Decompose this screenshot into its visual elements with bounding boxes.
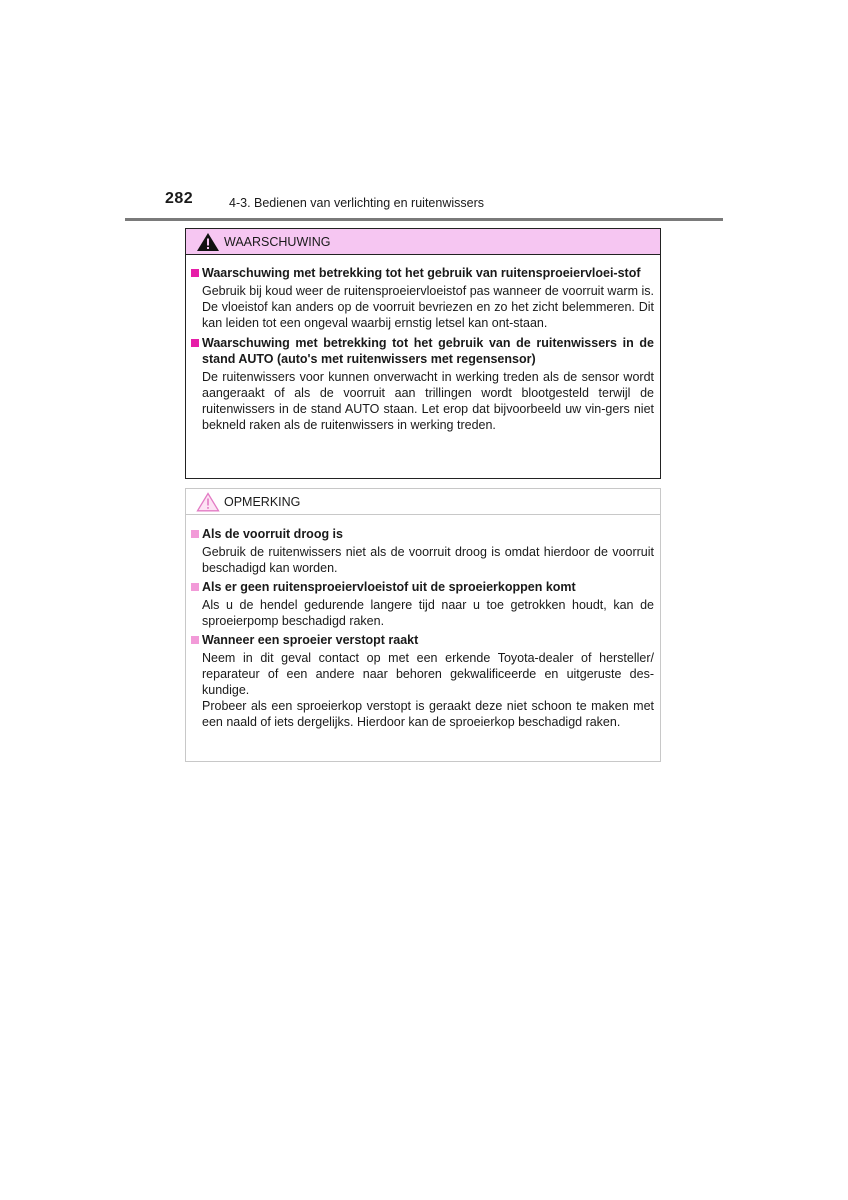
bullet-square-icon: [191, 269, 199, 277]
note-item-text: [191, 597, 654, 629]
note-item-text: [191, 544, 654, 576]
note-item-heading-text: Wanneer een sproeier verstopt raakt: [202, 633, 419, 647]
paragraph: Probeer als een sproeierkop verstopt is geraakt deze niet schoon te maken met een naald of iets dergelijks. Hierdoor kan de sproeierkop beschadigd raken.: [202, 699, 654, 729]
warning-item-text: [191, 369, 654, 433]
note-item-text: [191, 650, 654, 730]
note-body: [186, 515, 660, 730]
section-title: 4-3. Bedienen van verlichting en ruitenwissers: [229, 196, 484, 210]
paragraph: De ruitenwissers voor kunnen onverwacht in werking treden als de sensor wordt aangeraakt of als de voorruit aan trillingen wordt blootgesteld terwijl de ruitenwissers in de stand AUTO staan. Let erop dat bijvoorbeeld uw vin-gers niet bekneld raken als de ruitenwissers in werking treden.: [202, 370, 654, 432]
note-item: [191, 579, 654, 629]
paragraph: Gebruik de ruitenwissers niet als de voorruit droog is omdat hierdoor de voorruit beschadigd kan worden.: [202, 545, 654, 575]
bullet-square-icon: [191, 339, 199, 347]
warning-item: [191, 265, 654, 331]
bullet-square-icon: [191, 530, 199, 538]
note-item: [191, 632, 654, 730]
note-item-heading: [191, 579, 654, 595]
warning-item-text: [191, 283, 654, 331]
caution-triangle-icon: [196, 492, 220, 512]
warning-triangle-icon: [196, 232, 220, 252]
warning-box: [185, 228, 661, 479]
warning-body: [186, 255, 660, 433]
warning-item-heading-text: Waarschuwing met betrekking tot het gebruik van de ruitenwissers in de stand AUTO (auto's met ruitenwissers met regensensor): [202, 336, 654, 366]
warning-title-bar: [186, 229, 660, 255]
note-title-bar: [186, 489, 660, 515]
note-item-heading-text: Als er geen ruitensproeiervloeistof uit de sproeierkoppen komt: [202, 580, 576, 594]
warning-item-heading-text: Waarschuwing met betrekking tot het gebruik van ruitensproeiervloei-stof: [202, 266, 641, 280]
paragraph: Gebruik bij koud weer de ruitensproeiervloeistof pas wanneer de voorruit warm is. De vloeistof kan anders op de voorruit bevriezen en zo het zicht belemmeren. Dit kan leiden tot een ongeval waarbij ernstig letsel kan ont-staan.: [202, 284, 654, 330]
paragraph: Neem in dit geval contact op met een erkende Toyota-dealer of hersteller/ reparateur of een andere naar behoren gekwalificeerde en uitgeruste des-kundige.: [202, 651, 654, 697]
note-item-heading: [191, 526, 654, 542]
note-item: [191, 526, 654, 576]
paragraph: Als u de hendel gedurende langere tijd naar u toe getrokken houdt, kan de sproeierpomp beschadigd raken.: [202, 598, 654, 628]
note-box: [185, 488, 661, 762]
note-item-heading-text: Als de voorruit droog is: [202, 527, 343, 541]
warning-item-heading: [191, 335, 654, 367]
warning-item-heading: [191, 265, 654, 281]
warning-item: [191, 335, 654, 433]
warning-title: WAARSCHUWING: [224, 235, 331, 249]
page-header: [125, 190, 723, 221]
note-item-heading: [191, 632, 654, 648]
page-number: 282: [165, 190, 194, 207]
bullet-square-icon: [191, 636, 199, 644]
bullet-square-icon: [191, 583, 199, 591]
note-title: OPMERKING: [224, 495, 301, 509]
